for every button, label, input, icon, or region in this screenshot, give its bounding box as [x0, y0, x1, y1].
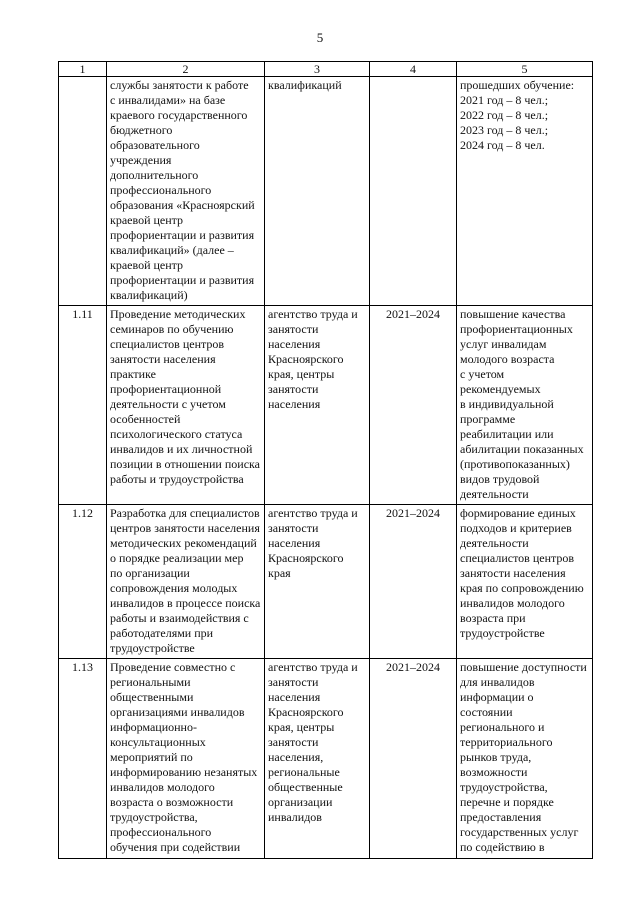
activity-cell: Проведение методических семинаров по обучению специалистов центров занятости населения практике профориентационной деятельности с учетом особенностей психологического статуса инвалидов и их личностной позиции в отношении поиска работы и трудоустройства: [107, 306, 265, 505]
column-header-2: 2: [107, 62, 265, 77]
result-cell: прошедших обучение: 2021 год – 8 чел.; 2022 год – 8 чел.; 2023 год – 8 чел.; 2024 год – 8 чел.: [457, 77, 593, 306]
table-row: [59, 306, 593, 505]
executors-cell: агентство труда и занятости населения Красноярского края, центры занятости населения: [265, 306, 370, 505]
row-number: 1.13: [59, 659, 107, 859]
table-row: [59, 505, 593, 659]
column-header-3: 3: [265, 62, 370, 77]
activities-table: [58, 61, 593, 859]
executors-cell: агентство труда и занятости населения Красноярского края: [265, 505, 370, 659]
column-header-1: 1: [59, 62, 107, 77]
executors-cell: квалификаций: [265, 77, 370, 306]
period-cell: 2021–2024: [370, 306, 457, 505]
executors-cell: агентство труда и занятости населения Красноярского края, центры занятости населения, региональные общественные организации инвалидов: [265, 659, 370, 859]
column-header-4: 4: [370, 62, 457, 77]
page-number: 5: [316, 30, 324, 45]
period-cell: 2021–2024: [370, 505, 457, 659]
activity-cell: службы занятости к работе с инвалидами» на базе краевого государственного бюджетного образовательного учреждения дополнительного профессионального образования «Красноярский краевой центр профориентации и развития квалификаций» (далее – краевой центр профориентации и развития квалификаций): [107, 77, 265, 306]
result-cell: повышение качества профориентационных услуг инвалидам молодого возраста с учетом рекомендуемых в индивидуальной программе реабилитации или абилитации показанных (противопоказанных) видов трудовой деятельности: [457, 306, 593, 505]
result-cell: повышение доступности для инвалидов информации о состоянии регионального и территориального рынков труда, возможности трудоустройства, перечне и порядке предоставления государственных услуг по содействию в: [457, 659, 593, 859]
column-header-5: 5: [457, 62, 593, 77]
row-number: [59, 77, 107, 306]
table-row: [59, 77, 593, 306]
period-cell: [370, 77, 457, 306]
period-cell: 2021–2024: [370, 659, 457, 859]
row-number: 1.12: [59, 505, 107, 659]
result-cell: формирование единых подходов и критериев деятельности специалистов центров занятости населения края по сопровождению инвалидов молодого возраста при трудоустройстве: [457, 505, 593, 659]
row-number: 1.11: [59, 306, 107, 505]
table-row: [59, 659, 593, 859]
table-header-row: [59, 62, 593, 77]
activity-cell: Разработка для специалистов центров занятости населения методических рекомендаций о порядке реализации мер по организации сопровождения молодых инвалидов в процессе поиска работы и взаимодействия с работодателями при трудоустройстве: [107, 505, 265, 659]
activity-cell: Проведение совместно с региональными общественными организациями инвалидов информационно- консультационных мероприятий по информированию незанятых инвалидов молодого возраста о возможности трудоустройства, профессионального обучения при содействии: [107, 659, 265, 859]
